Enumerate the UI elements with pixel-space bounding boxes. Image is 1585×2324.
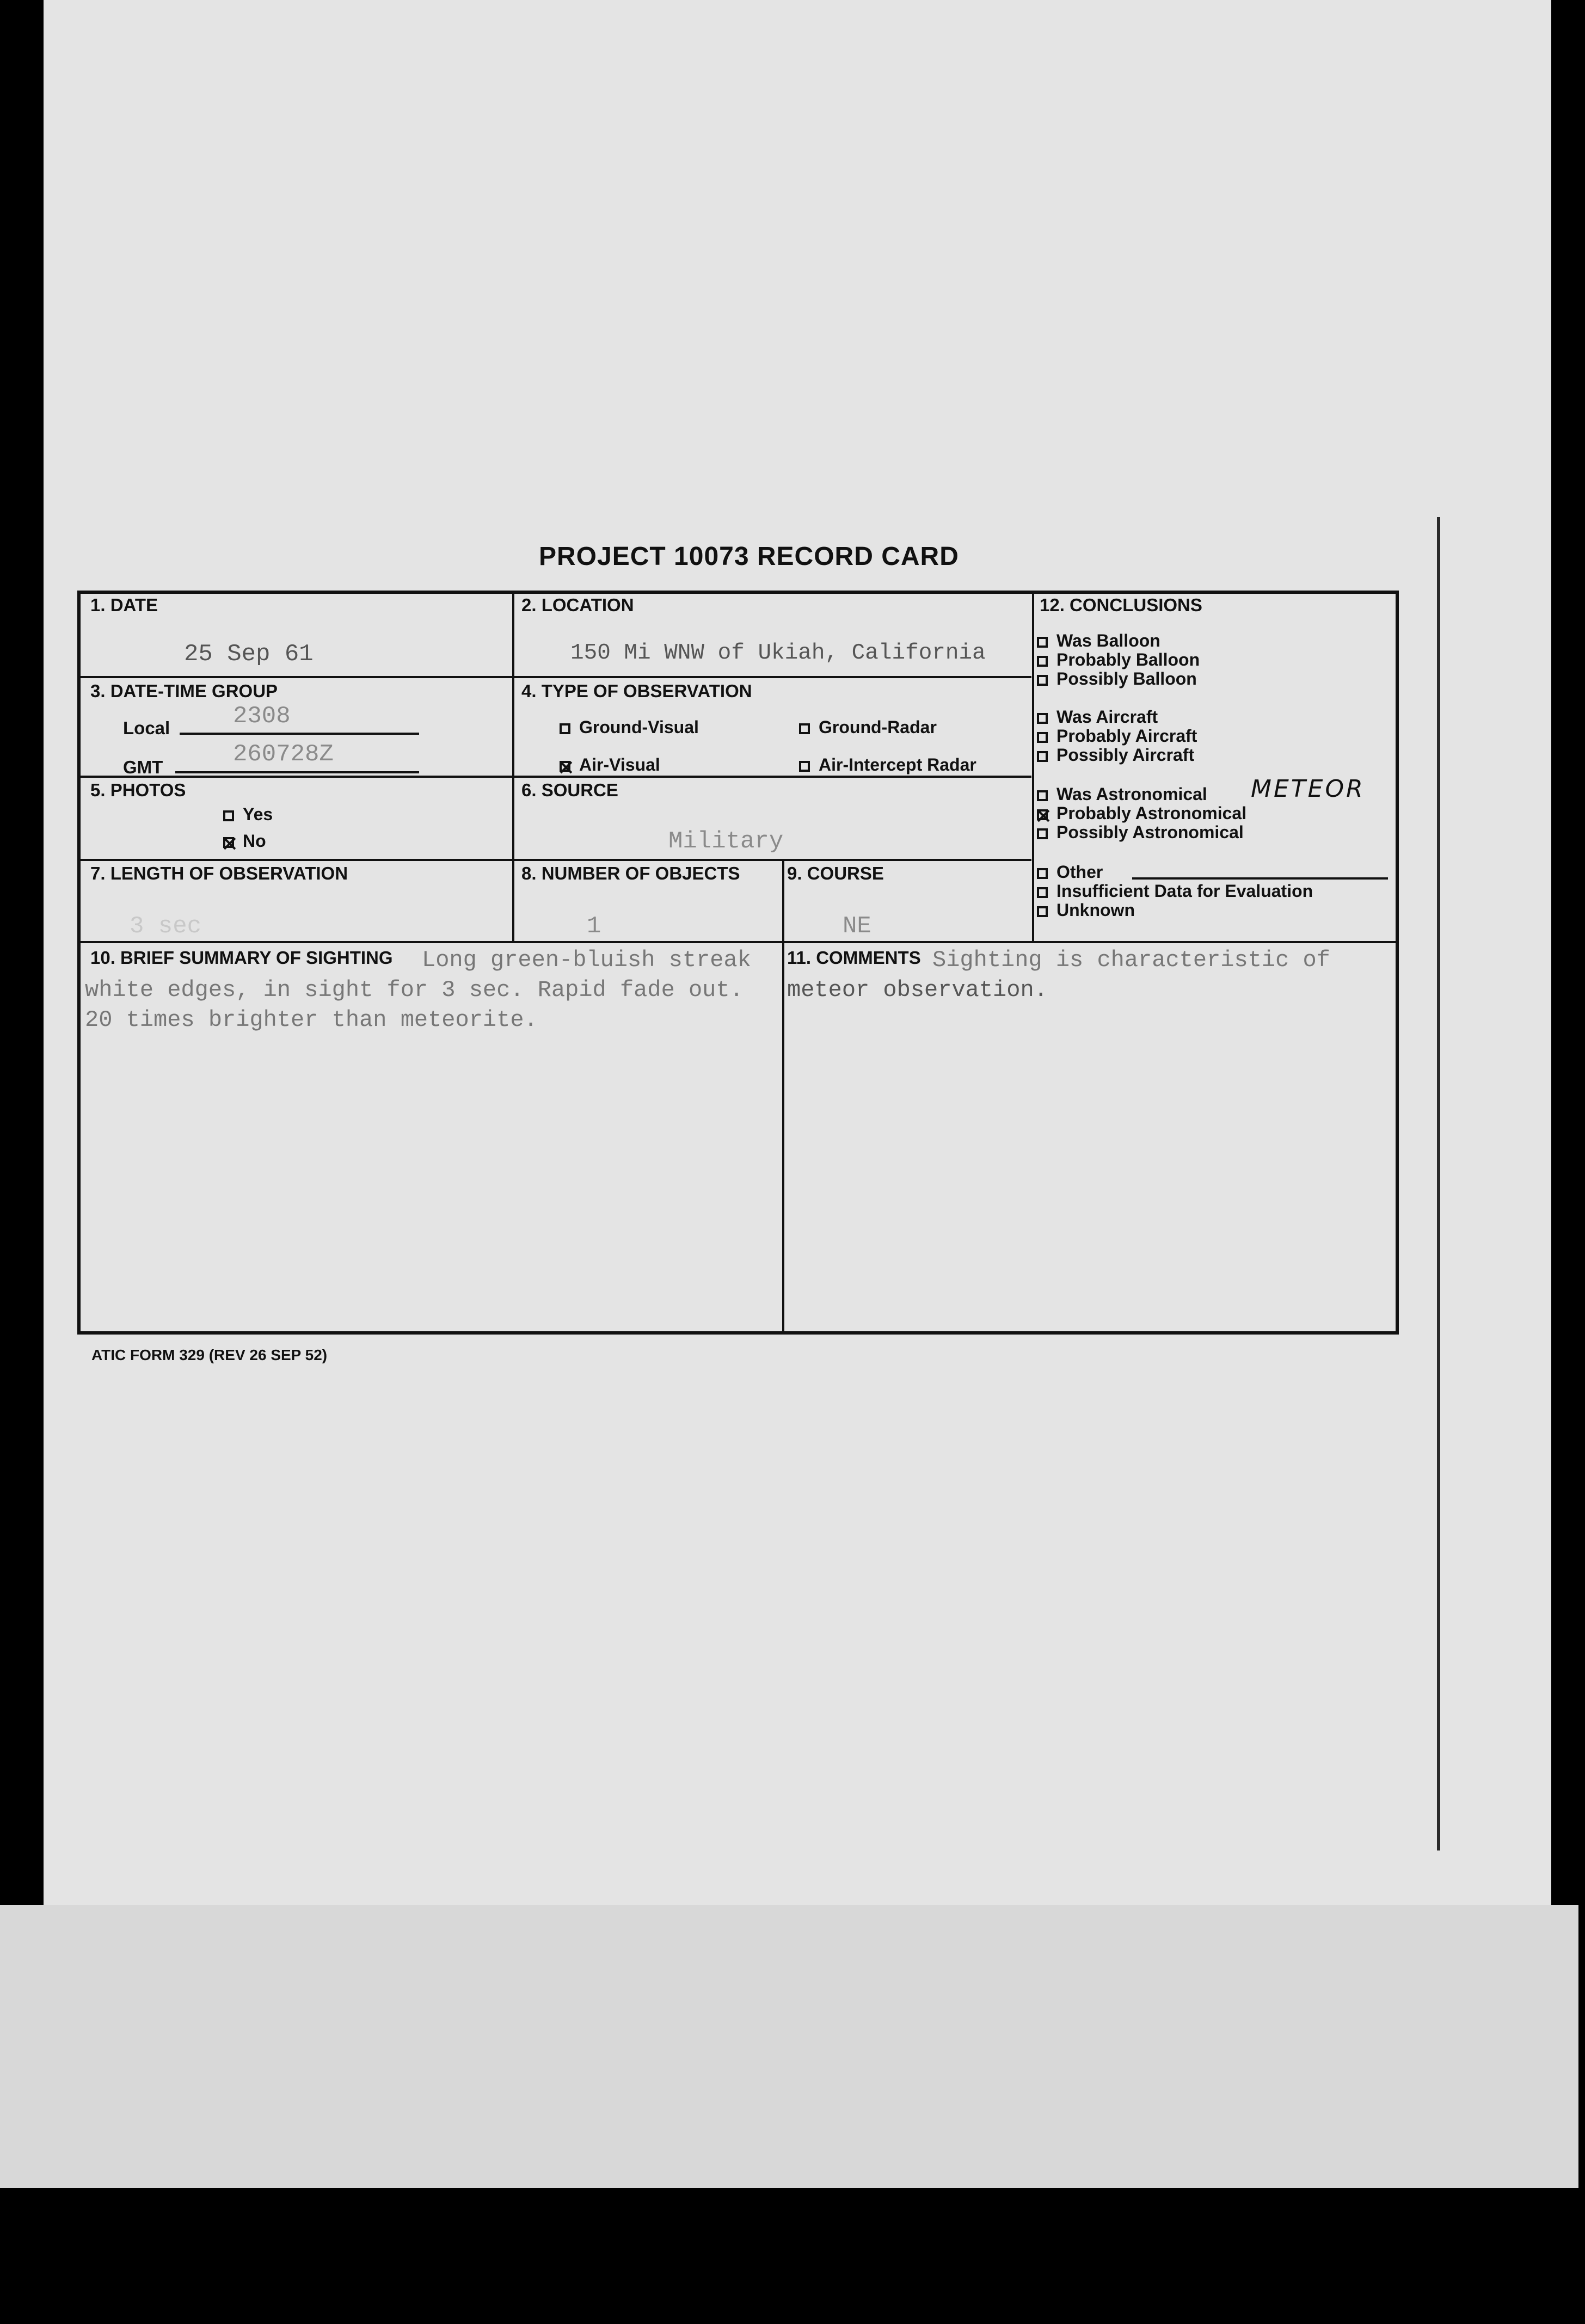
option-ground-visual: Ground-Visual (560, 717, 699, 737)
row-divider (81, 676, 1031, 678)
conclusion-other: Other (1037, 863, 1103, 882)
checked-box-icon (223, 837, 234, 848)
card-title: PROJECT 10073 RECORD CARD (539, 542, 959, 571)
location-label: 2. LOCATION (521, 595, 634, 615)
local-value: 2308 (233, 703, 291, 730)
summary-label: 10. BRIEF SUMMARY OF SIGHTING (90, 948, 393, 968)
other-underline (1132, 877, 1388, 880)
row-divider (81, 941, 1396, 943)
row-divider (81, 859, 1031, 861)
summary-line-3: 20 times brighter than meteorite. (85, 1007, 538, 1033)
date-value: 25 Sep 61 (184, 641, 314, 668)
conclusion-probably-aircraft: Probably Aircraft (1037, 727, 1197, 746)
checkbox-icon (560, 723, 570, 734)
checkbox-icon (1037, 790, 1048, 801)
source-value: Military (668, 828, 784, 855)
conclusion-unknown: Unknown (1037, 901, 1135, 920)
length-label: 7. LENGTH OF OBSERVATION (90, 863, 348, 883)
course-label: 9. COURSE (787, 863, 884, 883)
checkbox-icon (1037, 828, 1048, 839)
conclusion-was-aircraft: Was Aircraft (1037, 708, 1158, 727)
location-value: 150 Mi WNW of Ukiah, California (570, 641, 986, 666)
checkbox-icon (1037, 906, 1048, 917)
checkbox-icon (799, 723, 810, 734)
checkbox-icon (1037, 713, 1048, 724)
dtg-label: 3. DATE-TIME GROUP (90, 681, 278, 701)
checkbox-icon (1037, 732, 1048, 743)
local-label: Local (123, 718, 170, 738)
date-label: 1. DATE (90, 595, 158, 615)
course-value: NE (843, 913, 871, 940)
form-footer: ATIC FORM 329 (REV 26 SEP 52) (91, 1347, 328, 1363)
col-divider (782, 859, 784, 1332)
comments-line-2: meteor observation. (787, 977, 1048, 1003)
photos-label: 5. PHOTOS (90, 780, 186, 800)
option-ground-radar: Ground-Radar (799, 717, 937, 737)
num-objects-label: 8. NUMBER OF OBJECTS (521, 863, 740, 883)
gmt-underline (175, 771, 419, 773)
conclusion-probably-astronomical: Probably Astronomical (1037, 804, 1246, 823)
conclusion-possibly-astronomical: Possibly Astronomical (1037, 823, 1244, 842)
checkbox-icon (1037, 675, 1048, 686)
checkbox-icon (1037, 637, 1048, 648)
photos-no: No (223, 831, 266, 851)
local-underline (180, 733, 419, 735)
source-label: 6. SOURCE (521, 780, 618, 800)
checked-box-icon (1037, 809, 1048, 820)
conclusion-was-balloon: Was Balloon (1037, 631, 1160, 650)
comments-label: 11. COMMENTS (787, 948, 921, 968)
col-divider (1032, 594, 1034, 942)
summary-line-2: white edges, in sight for 3 sec. Rapid fade out. (85, 977, 744, 1003)
checkbox-icon (223, 810, 234, 821)
handwritten-meteor-note: METEOR (1251, 775, 1365, 803)
checkbox-icon (1037, 868, 1048, 879)
length-value: 3 sec (130, 913, 202, 940)
checkbox-icon (1037, 656, 1048, 667)
row-divider (81, 776, 1031, 778)
record-card (77, 591, 1399, 1335)
conclusion-insufficient-data: Insufficient Data for Evaluation (1037, 882, 1313, 901)
observation-type-label: 4. TYPE OF OBSERVATION (521, 681, 752, 701)
conclusion-probably-balloon: Probably Balloon (1037, 650, 1200, 669)
photos-yes: Yes (223, 804, 273, 825)
conclusions-label: 12. CONCLUSIONS (1040, 595, 1202, 615)
checkbox-icon (799, 761, 810, 772)
checkbox-icon (1037, 751, 1048, 762)
backing-sheet (0, 1905, 1578, 2188)
conclusion-possibly-aircraft: Possibly Aircraft (1037, 746, 1194, 765)
option-air-visual: Air-Visual (560, 755, 660, 775)
gmt-value: 260728Z (233, 741, 334, 768)
gmt-label: GMT (123, 757, 163, 777)
col-divider (512, 594, 514, 941)
checked-box-icon (560, 761, 570, 772)
num-objects-value: 1 (587, 913, 601, 940)
checkbox-icon (1037, 887, 1048, 898)
conclusion-was-astronomical: Was Astronomical (1037, 785, 1207, 804)
option-air-intercept-radar: Air-Intercept Radar (799, 755, 976, 775)
comments-line-1: Sighting is characteristic of (932, 947, 1330, 973)
summary-line-1: Long green-bluish streak (422, 947, 751, 973)
paper-edge (1437, 517, 1440, 1850)
conclusion-possibly-balloon: Possibly Balloon (1037, 669, 1197, 688)
